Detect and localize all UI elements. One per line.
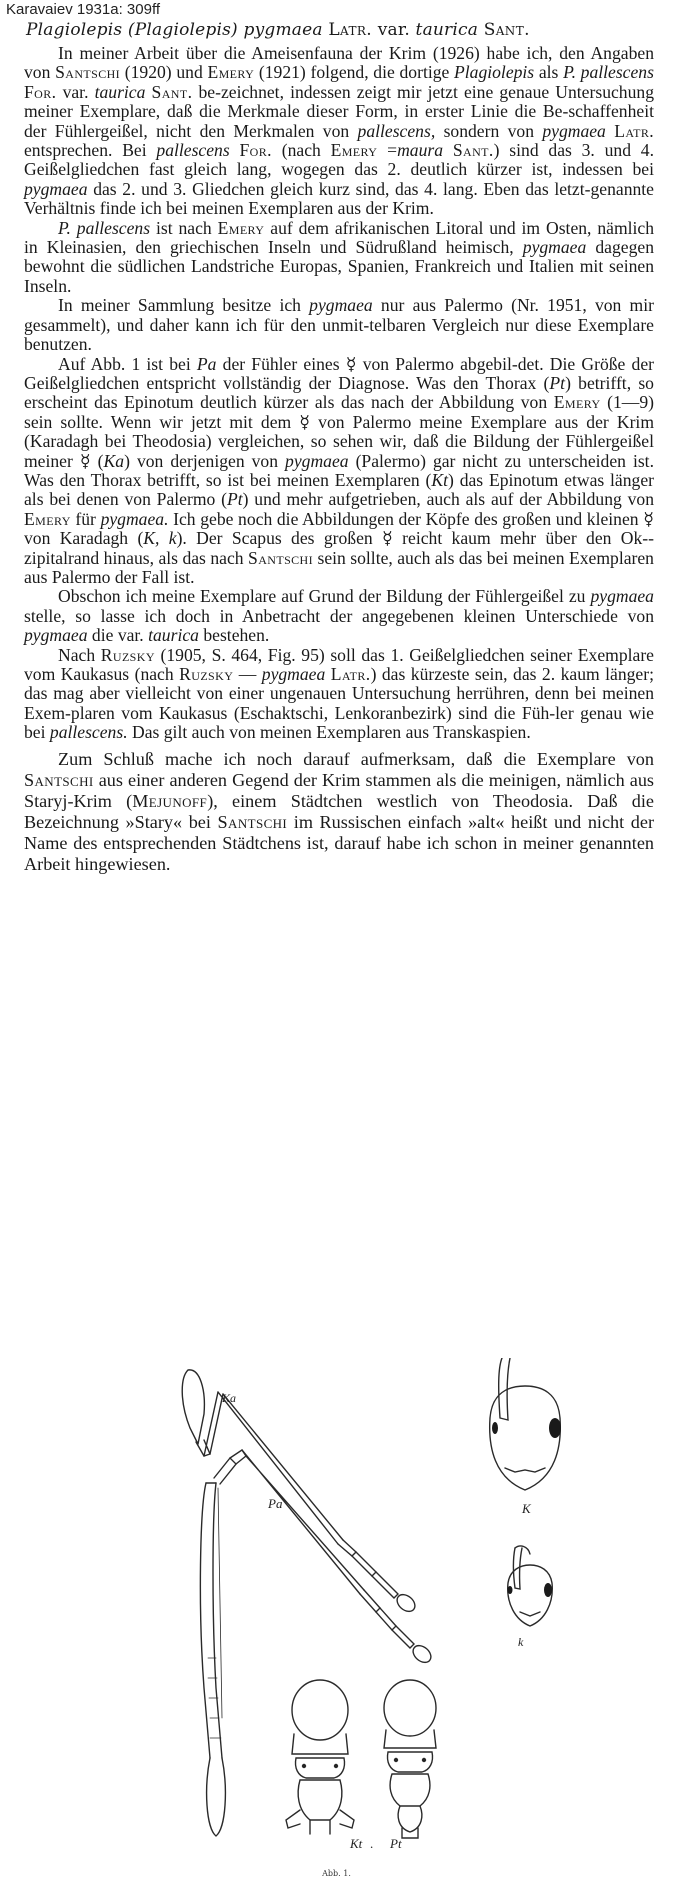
p5-text-e: die var. [91, 625, 144, 646]
header-citation: Karavaiev 1931a: 309ff [6, 1, 161, 18]
figure-abb-1 [170, 1358, 610, 1863]
p7-text-c: aus einer anderen Gegend der Krim stammen als die meinigen, nämlich aus Staryj-Krim ( [24, 769, 654, 811]
p7-author-santschi: Santschi [24, 769, 94, 790]
p6-text-c: (1905, S. 464, Fig. 95) soll das 1. Geißelgliedchen seiner Exemplare vom Kaukasus (nach [24, 644, 654, 684]
p1-author-emery: Emery [207, 62, 255, 83]
antenna-ka-drawing [182, 1370, 418, 1615]
title-species: pygmaea [243, 20, 323, 40]
p7-author-mejunoff: Mejunoff [132, 790, 208, 811]
article-body [24, 44, 654, 875]
p4-text-m: ) das Epinotum etwas länger als bei denen von Palermo ( [24, 469, 654, 510]
p7-text-g: im Russischen einfach »alt« heißt und nicht der Name des entsprechenden Städtchens ist, darauf habe ich schon in meiner genannten Arbeit hingewiesen. [24, 811, 655, 874]
p1-taxon-pallescens: P. pallescens [563, 62, 654, 83]
p5-text-g: bestehen. [203, 625, 270, 646]
label-dot: . [370, 1836, 374, 1851]
p2-author-emery: Emery [217, 217, 265, 238]
p4-label-kt: Kt [431, 469, 449, 490]
p1-author-sant: Sant. [151, 81, 193, 102]
p3-text-a: In meiner Sammlung besitze ich [58, 295, 301, 316]
p5-taxon-pygmaea-2: pygmaea [24, 625, 88, 646]
p1-text-m: be-zeichnet, indessen zeigt mir jetzt eine genaue Untersuchung meiner Exemplare, daß die Merkmale dieser Form, in erster Linie die Be-schaffenheit der Fühlergeißel, nicht den Merkmalen von [24, 81, 654, 141]
paragraph-3 [24, 296, 654, 354]
p1-text-a: In meiner Arbeit über die Ameisenfauna der Krim (1926) habe ich, den Angaben von [24, 43, 654, 83]
title-author: Latr. [328, 20, 373, 40]
p7-text-a: Zum Schluß mache ich noch darauf aufmerksam, daß die Exemplare von [58, 748, 654, 769]
p1-text-w: = [387, 140, 398, 161]
p2-taxon-pygmaea: pygmaea [522, 237, 587, 258]
label-Kt: Kt [350, 1836, 363, 1851]
p1-text-g: als [538, 62, 559, 83]
p6-text-e: — [238, 664, 257, 684]
figure-caption: Abb. 1. [322, 1869, 351, 1878]
p1-text-j: var. [62, 81, 89, 102]
p4-text-a: Auf Abb. 1 ist bei [58, 353, 191, 374]
p4-text-o: ) und mehr aufgetrieben, auch als auf der Abbildung von [242, 489, 654, 510]
p4-text-c: der Fühler eines ☿ von Palermo abgebil-det. Die Größe der Geißelgliedchen entspricht vollständig der Diagnose. Was den Thorax ( [24, 353, 654, 393]
p1-taxon-pygmaea-2: pygmaea [24, 178, 88, 199]
taxon-title [26, 20, 656, 40]
p4-author-emery-2: Emery [24, 508, 71, 529]
p4-text-k: (Palermo) gar nicht zu unterscheiden ist. Was den Thorax betrifft, so ist bei meinen Exemplaren ( [24, 450, 654, 490]
p2-text-f: dagegen bewohnt die südlichen Landstriche Europas, Spanien, Frankreich und Italien mit seinen Inseln. [24, 237, 654, 296]
p4-label-pt: Pt [549, 372, 566, 393]
p1-text-u: (nach [281, 140, 321, 161]
p1-author-emery-2: Emery [330, 140, 378, 161]
p4-text-i: ) von derjenigen von [124, 450, 279, 471]
p7-text-e: ), einem Städtchen westlich von Theodosia. Daß die Bezeichnung »Stary« bei [24, 790, 654, 832]
p1-author-for: For. [24, 81, 57, 102]
label-Pt: Pt [390, 1836, 402, 1851]
head-k-drawing [490, 1358, 561, 1490]
label-Pa: Pa [268, 1496, 283, 1511]
p3-text-c: nur aus Palermo (Nr. 1951, von mir gesammelt), und daher kann ich für den unmit-telbaren Vergleich nur diese Exemplare benutzen. [24, 295, 654, 355]
title-genus: Plagiolepis [26, 20, 123, 40]
p1-taxon-plagiolepis: Plagiolepis [454, 62, 535, 83]
p6-author-ruzsky: Ruzsky [100, 644, 155, 665]
p3-taxon-pygmaea: pygmaea [309, 295, 373, 316]
p4-text-q: für [75, 508, 96, 529]
head-k-small-drawing [508, 1546, 553, 1626]
p1-author-sant-2: Sant. [452, 140, 494, 161]
p5-text-a: Obschon ich meine Exemplare auf Grund der Bildung der Fühlergeißel zu [58, 586, 586, 607]
p1-taxon-pygmaea: pygmaea [542, 120, 606, 141]
thorax-kt-drawing [286, 1680, 354, 1834]
p4-text-g: (1—9) sein sollte. Wenn wir jetzt mit dem ☿ von Palermo meine Exemplare aus der Krim (Karadagh bei Theodosia) vergleichen, so sehen wir, daß die Bildung der Fühlergeißel meiner ☿ ( [24, 392, 655, 471]
p6-author-ruzsky-2: Ruzsky [179, 664, 234, 684]
p1-taxon-pallescens-3: pallescens [156, 140, 230, 161]
paragraph-6 [24, 646, 654, 743]
p2-text-b: ist nach [155, 217, 212, 238]
label-k: k [518, 1635, 524, 1649]
p1-text-r: entsprechen. Bei [24, 140, 147, 161]
p2-taxon-pallescens: P. pallescens [58, 217, 151, 238]
p4-author-emery: Emery [553, 392, 601, 413]
paragraph-7 [24, 749, 654, 875]
p1-author-latr: Latr. [614, 120, 655, 141]
p1-author-for-2: For. [239, 140, 272, 161]
paragraph-2 [24, 219, 654, 297]
p4-text-s: Ich gebe noch die Abbildungen der Köpfe des großen und kleinen ☿ von Karadagh ( [24, 508, 655, 549]
p1-text-c: (1920) und [124, 62, 203, 83]
p1-author-santschi: Santschi [55, 62, 121, 83]
label-Ka: Ka [222, 1391, 237, 1405]
p1-taxon-maura: maura [397, 140, 444, 161]
p6-text-j: Das gilt auch von meinen Exemplaren aus Transkaspien. [132, 722, 531, 743]
figure-drawing [170, 1358, 610, 1863]
p4-label-pt-2: Pt [226, 489, 243, 510]
title-variety: taurica [415, 20, 479, 40]
paragraph-4 [24, 355, 654, 588]
p1-text-e: (1921) folgend, die dortige [258, 62, 450, 83]
p6-text-a: Nach [58, 644, 96, 665]
title-var-author: Sant. [483, 20, 530, 40]
p4-author-santschi: Santschi [248, 547, 314, 568]
p5-taxon-taurica: taurica [148, 625, 199, 646]
p5-text-c: stelle, so lasse ich doch in Anbetracht der angegebenen kleinen Unterschiede von [24, 605, 654, 626]
p2-text-d: auf dem afrikanischen Litoral und im Osten, nämlich in Kleinasien, den griechischen Inseln und Südrußland heimisch, [24, 217, 655, 258]
p4-text-w: sein sollte, auch als das bei meinen Exemplaren aus Palermo der Fall ist. [24, 547, 654, 587]
p4-text-e: ) betrifft, so erscheint das Epinotum deutlich kürzer als das nach der Abbildung von [24, 372, 654, 413]
p4-label-pa: Pa [196, 353, 217, 374]
p6-taxon-pallescens: pallescens. [49, 722, 128, 743]
p1-text-ab: das 2. und 3. Gliedchen gleich kurz sind, das 4. lang. Eben das letzt-genannte Verhältnis finde ich bei meinen Exemplaren aus der Krim. [24, 178, 654, 219]
p1-text-z: ) sind das 3. und 4. Geißelgliedchen fast gleich lang, wogegen das 2. deutlich kürzer ist, indessen bei [24, 140, 654, 180]
p1-taxon-taurica: taurica [94, 81, 146, 102]
p4-label-kk: K, k [143, 528, 177, 549]
p6-text-h: ) das kürzeste sein, das 2. kaum länger; das mag aber vielleicht von einer ungenauen Untersuchung herrühren, denn bei meinen Exem-plaren vom Kaukasus (Eschaktschi, Lenkoranbezirk) sind die Füh-ler genau wie bei [24, 664, 654, 743]
p4-taxon-pygmaea: pygmaea [285, 450, 349, 471]
title-var-prefix: var. [377, 20, 410, 40]
p4-text-u: ). Der Scapus des großen ☿ reicht kaum mehr über den Ok-zipitalrand hinaus, als das nach [24, 528, 654, 568]
p4-taxon-pygmaea-2: pygmaea. [100, 508, 169, 529]
p1-taxon-pallescens-2: pallescens, [357, 120, 436, 141]
p1-text-o: sondern von [443, 120, 534, 141]
p6-author-latr: Latr. [330, 664, 371, 684]
p5-taxon-pygmaea: pygmaea [590, 586, 654, 607]
p4-label-ka: Ka [103, 450, 125, 471]
paragraph-5 [24, 587, 654, 645]
title-subgenus: (Plagiolepis) [127, 20, 238, 40]
p6-taxon-pygmaea: pygmaea [261, 664, 326, 684]
p7-author-santschi-2: Santschi [217, 811, 288, 832]
label-K: K [522, 1501, 531, 1516]
thorax-pt-drawing [384, 1680, 436, 1838]
paragraph-1 [24, 44, 654, 219]
